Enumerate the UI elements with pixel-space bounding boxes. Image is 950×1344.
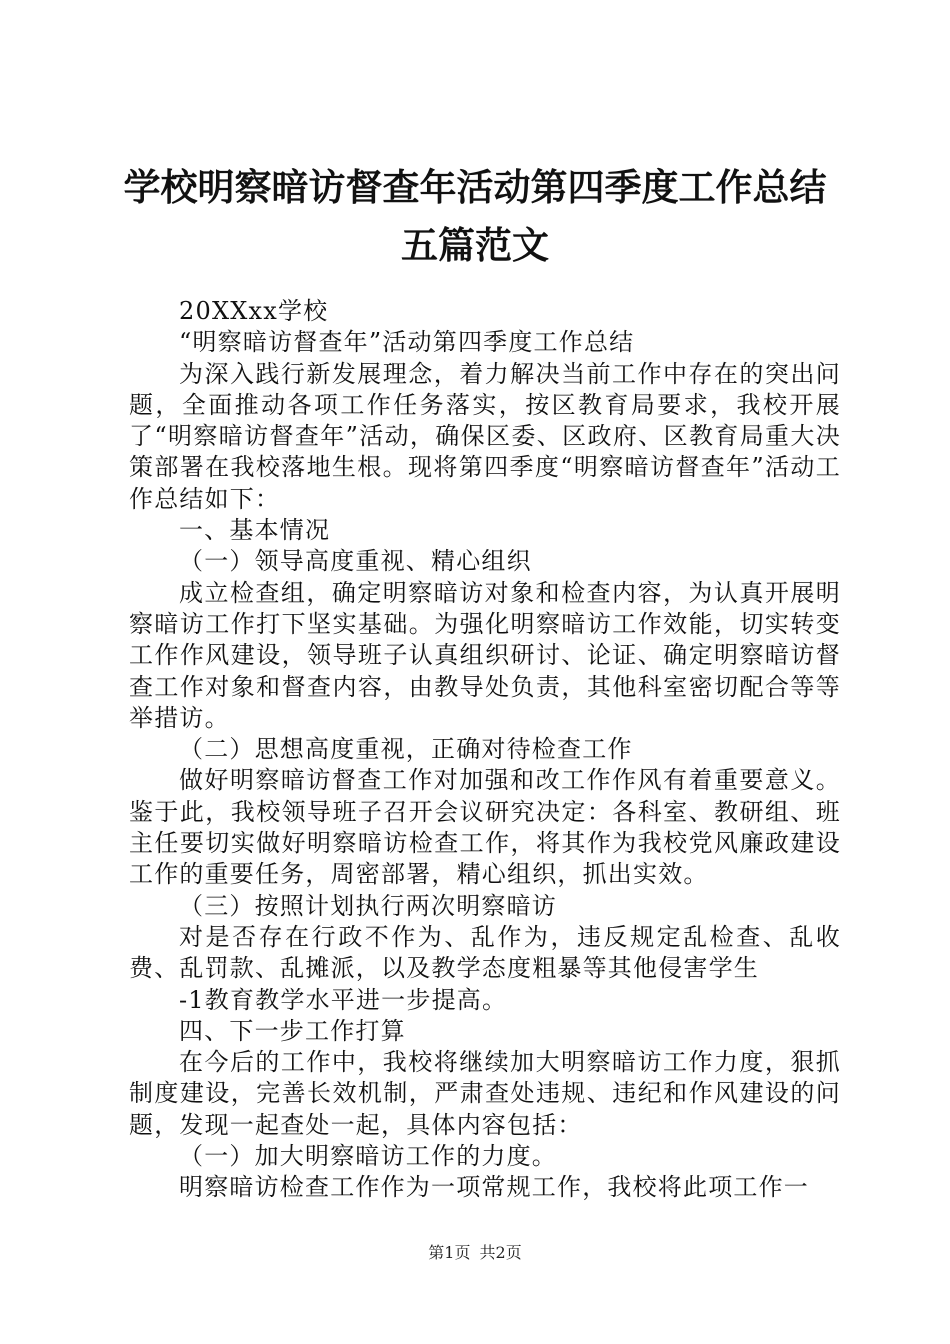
section-heading-basic: 一、基本情况 bbox=[179, 516, 331, 545]
subsection-heading-2: （二）思想高度重视，正确对待检查工作 bbox=[179, 735, 633, 764]
paragraph-5: 在今后的工作中，我校将继续加大明察暗访工作力度，狠抓制度建设，完善长效机制，严肃查处违规、违纪和作风建设的问题，发现一起查处一起，具体内容包括： bbox=[129, 1048, 841, 1139]
subsection-heading-next-1: （一）加大明察暗访工作的力度。 bbox=[179, 1142, 557, 1171]
page-footer bbox=[0, 1243, 950, 1263]
document-title: 学校明察暗访督查年活动第四季度工作总结五篇范文 bbox=[123, 165, 827, 267]
document-body bbox=[129, 296, 841, 1204]
intro-paragraph: 为深入践行新发展理念，着力解决当前工作中存在的突出问题，全面推动各项工作任务落实，按区教育局要求，我校开展了“明察暗访督查年”活动，确保区委、区政府、区教育局重大决策部署在我校落地生根。现将第四季度“明察暗访督查年”活动工作总结如下： bbox=[129, 359, 841, 513]
paragraph-6: 明察暗访检查工作作为一项常规工作，我校将此项工作一 bbox=[179, 1173, 809, 1202]
paragraph-1: 成立检查组，确定明察暗访对象和检查内容，为认真开展明察暗访工作打下坚实基础。为强化明察暗访工作效能，切实转变工作作风建设，领导班子认真组织研讨、论证、确定明察暗访督查工作对象和督查内容，由教导处负责，其他科室密切配合等等举措访。 bbox=[129, 578, 841, 732]
section-heading-next-steps: 四、下一步工作打算 bbox=[179, 1016, 406, 1045]
school-name-line: 20XXxx学校 bbox=[179, 297, 329, 325]
subtitle-line: “明察暗访督查年”活动第四季度工作总结 bbox=[179, 328, 635, 357]
subsection-heading-1: （一）领导高度重视、精心组织 bbox=[179, 547, 532, 576]
paragraph-2: 做好明察暗访督查工作对加强和改工作作风有着重要意义。鉴于此，我校领导班子召开会议研究决定：各科室、教研组、班主任要切实做好明察暗访检查工作，将其作为我校党风廉政建设工作的重要任务，周密部署，精心组织，抓出实效。 bbox=[129, 766, 841, 889]
paragraph-4: -1教育教学水平进一步提高。 bbox=[179, 985, 508, 1014]
page-number: 第1页 bbox=[428, 1243, 471, 1262]
subsection-heading-3: （三）按照计划执行两次明察暗访 bbox=[179, 891, 557, 920]
paragraph-3: 对是否存在行政不作为、乱作为，违反规定乱检查、乱收费、乱罚款、乱摊派，以及教学态度粗暴等其他侵害学生 bbox=[129, 922, 841, 983]
page-total: 共2页 bbox=[479, 1243, 522, 1262]
